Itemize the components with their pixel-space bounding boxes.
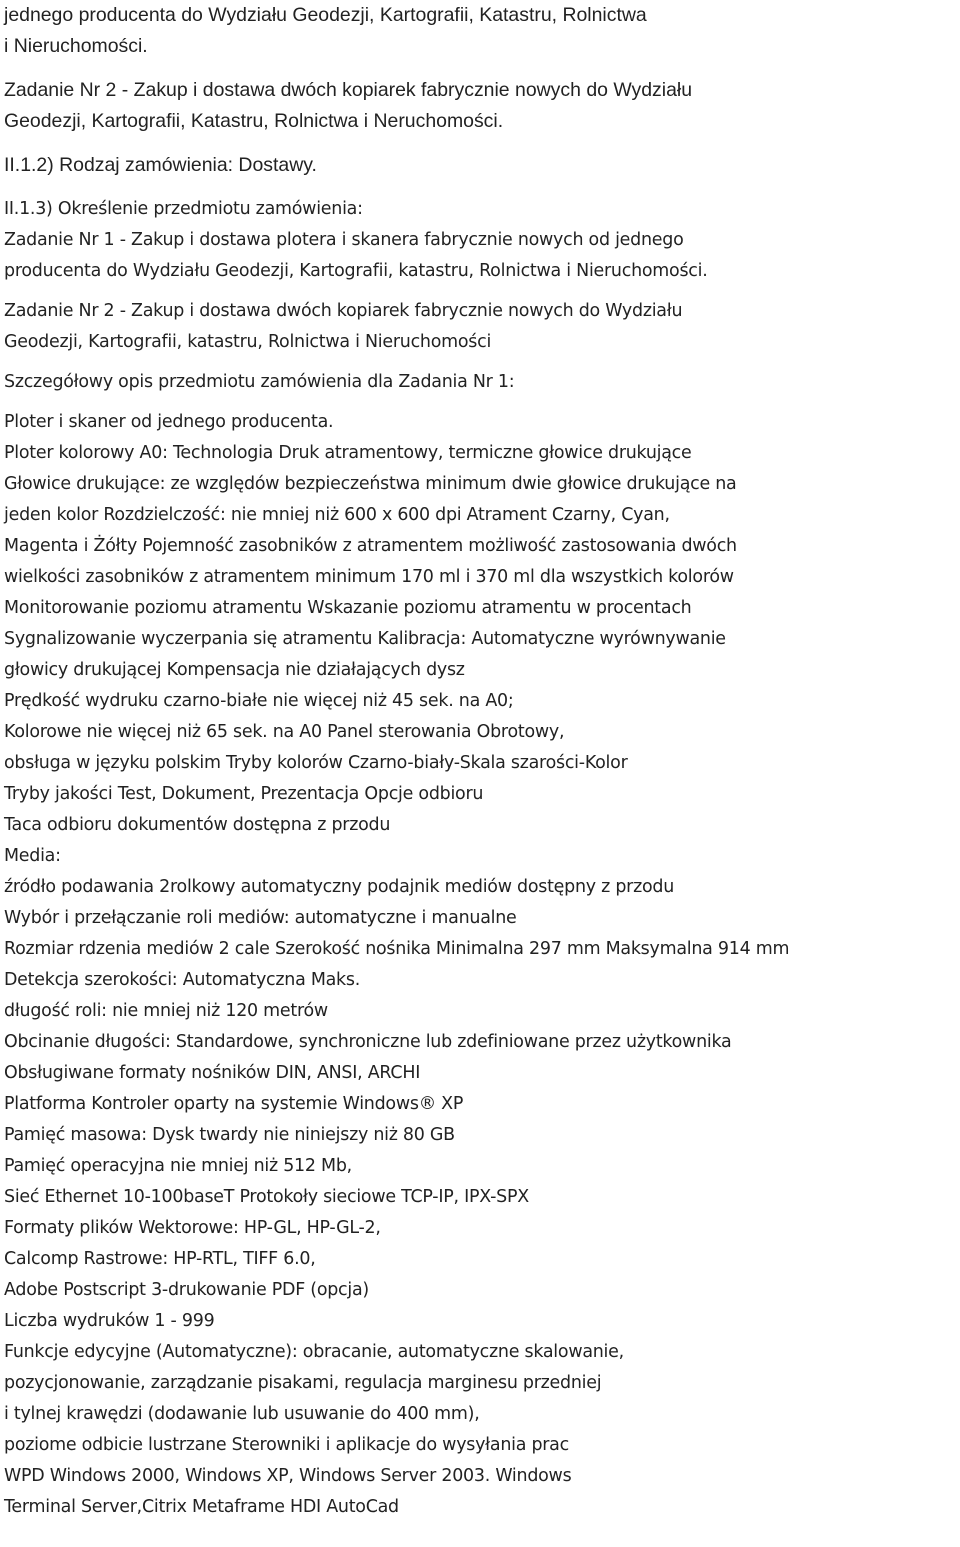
spec-line: Kolorowe nie więcej niż 65 sek. na A0 Panel sterowania Obrotowy, — [4, 722, 565, 742]
spec-line: Formaty plików Wektorowe: HP-GL, HP-GL-2, — [4, 1218, 381, 1238]
section-II-1-3 — [4, 194, 956, 1523]
spec-line: Monitorowanie poziomu atramentu Wskazanie poziomu atramentu w procentach — [4, 598, 692, 618]
spec-line: długość roli: nie mniej niż 120 metrów — [4, 1001, 328, 1021]
spec-line: Sieć Ethernet 10-100baseT Protokoły sieciowe TCP-IP, IPX-SPX — [4, 1187, 529, 1207]
spec-line: Detekcja szerokości: Automatyczna Maks. — [4, 970, 361, 990]
spec-line: głowicy drukującej Kompensacja nie działających dysz — [4, 660, 465, 680]
spec-line: jeden kolor Rozdzielczość: nie mniej niż 600 x 600 dpi Atrament Czarny, Cyan, — [4, 505, 670, 525]
spec-line: Taca odbioru dokumentów dostępna z przodu — [4, 815, 391, 835]
spec-line: Magenta i Żółty Pojemność zasobników z atramentem możliwość zastosowania dwóch — [4, 536, 737, 556]
detail-heading: Szczegółowy opis przedmiotu zamówienia dla Zadania Nr 1: — [4, 372, 515, 392]
spec-line: Sygnalizowanie wyczerpania się atramentu Kalibracja: Automatyczne wyrównywanie — [4, 629, 726, 649]
task2-intro-line: Zadanie Nr 2 - Zakup i dostawa dwóch kopiarek fabrycznie nowych do Wydziału — [4, 79, 693, 101]
spec-line: źródło podawania 2rolkowy automatyczny podajnik mediów dostępny z przodu — [4, 877, 675, 897]
spec-line: wielkości zasobników z atramentem minimum 170 ml i 370 ml dla wszystkich kolorów — [4, 567, 734, 587]
document-body — [4, 0, 956, 1523]
spec-line: Media: — [4, 846, 61, 866]
spec-line: Pamięć operacyjna nie mniej niż 512 Mb, — [4, 1156, 352, 1176]
section-heading: II.1.3) Określenie przedmiotu zamówienia: — [4, 199, 363, 219]
spec-line: Prędkość wydruku czarno-białe nie więcej niż 45 sek. na A0; — [4, 691, 514, 711]
intro-line: i Nieruchomości. — [4, 35, 148, 57]
spec-line: i tylnej krawędzi (dodawanie lub usuwanie do 400 mm), — [4, 1404, 480, 1424]
spec-line: poziome odbicie lustrzane Sterowniki i aplikacje do wysyłania prac — [4, 1435, 569, 1455]
spec-line: Terminal Server,Citrix Metaframe HDI AutoCad — [4, 1497, 399, 1517]
spec-line: Liczba wydruków 1 - 999 — [4, 1311, 215, 1331]
spec-line: WPD Windows 2000, Windows XP, Windows Server 2003. Windows — [4, 1466, 572, 1486]
task2-line: Geodezji, Kartografii, katastru, Rolnictwa i Nieruchomości — [4, 332, 492, 352]
spec-line: Obsługiwane formaty nośników DIN, ANSI, ARCHI — [4, 1063, 421, 1083]
spec-line: obsługa w języku polskim Tryby kolorów Czarno-biały-Skala szarości-Kolor — [4, 753, 628, 773]
task2-intro-line: Geodezji, Kartografii, Katastru, Rolnictwa i Neruchomości. — [4, 110, 504, 132]
spec-line: pozycjonowanie, zarządzanie pisakami, regulacja marginesu przedniej — [4, 1373, 602, 1393]
spec-line: Adobe Postscript 3-drukowanie PDF (opcja) — [4, 1280, 369, 1300]
intro-line: jednego producenta do Wydziału Geodezji, Kartografii, Katastru, Rolnictwa — [4, 4, 647, 26]
task2-line: Zadanie Nr 2 - Zakup i dostawa dwóch kopiarek fabrycznie nowych do Wydziału — [4, 301, 683, 321]
task2-intro-paragraph — [4, 75, 956, 137]
intro-paragraph — [4, 0, 956, 62]
spec-line: Rozmiar rdzenia mediów 2 cale Szerokość nośnika Minimalna 297 mm Maksymalna 914 mm — [4, 939, 790, 959]
task1-line: producenta do Wydziału Geodezji, Kartografii, katastru, Rolnictwa i Nieruchomości. — [4, 261, 708, 281]
spec-line: Głowice drukujące: ze względów bezpieczeństwa minimum dwie głowice drukujące na — [4, 474, 737, 494]
task1-line: Zadanie Nr 1 - Zakup i dostawa plotera i skanera fabrycznie nowych od jednego — [4, 230, 684, 250]
spec-line: Wybór i przełączanie roli mediów: automatyczne i manualne — [4, 908, 517, 928]
spec-list — [4, 407, 956, 1523]
spec-line: Tryby jakości Test, Dokument, Prezentacja Opcje odbioru — [4, 784, 484, 804]
order-type-line: II.1.2) Rodzaj zamówienia: Dostawy. — [4, 154, 317, 176]
spec-line: Ploter i skaner od jednego producenta. — [4, 412, 334, 432]
section-II-1-2 — [4, 150, 956, 181]
spec-line: Calcomp Rastrowe: HP-RTL, TIFF 6.0, — [4, 1249, 316, 1269]
spec-line: Ploter kolorowy A0: Technologia Druk atramentowy, termiczne głowice drukujące — [4, 443, 692, 463]
spec-line: Obcinanie długości: Standardowe, synchroniczne lub zdefiniowane przez użytkownika — [4, 1032, 732, 1052]
spec-line: Platforma Kontroler oparty na systemie Windows® XP — [4, 1094, 464, 1114]
spec-line: Funkcje edycyjne (Automatyczne): obracanie, automatyczne skalowanie, — [4, 1342, 624, 1362]
spec-line: Pamięć masowa: Dysk twardy nie niniejszy niż 80 GB — [4, 1125, 455, 1145]
